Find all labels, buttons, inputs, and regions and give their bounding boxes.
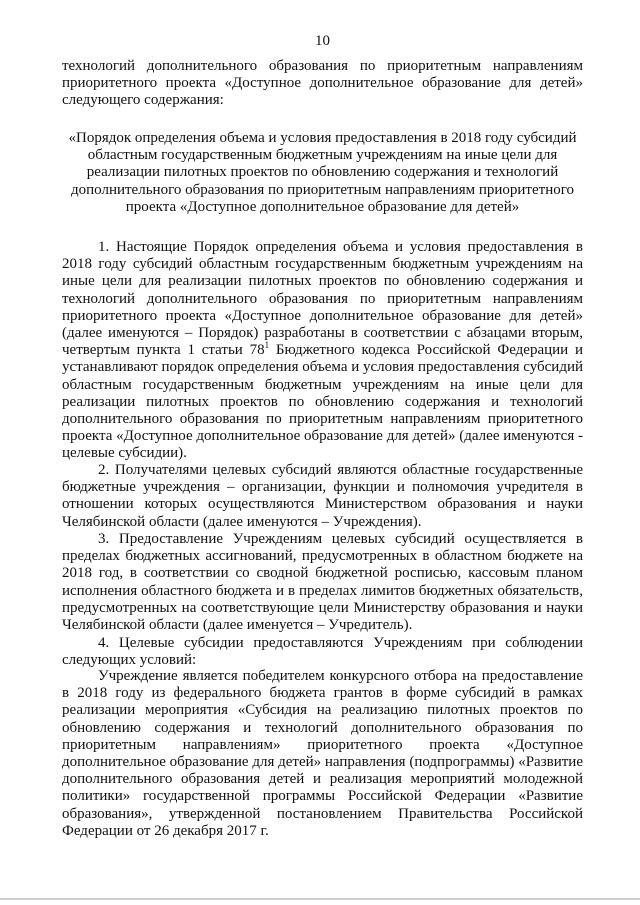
- paragraph-3: 3. Предоставление Учреждениям целевых субсидий осуществляется в пределах бюджетных ассигнований, предусмотренных в областном бюджете на 2018 год, в соответствии со сводной бюджетной росписью, кассовым планом исполнения областного бюджета и в пределах лимитов бюджетных обязательств, предусмотренных на соответствующие цели Министерству образования и науки Челябинской области (далее именуется – Учредитель).: [62, 531, 583, 634]
- paragraph-5: Учреждение является победителем конкурсного отбора на предоставление в 2018 году из федерального бюджета грантов в форме субсидий в рамках реализации мероприятия «Субсидия на реализацию пилотных проектов по обновлению содержания и технологий дополнительного образования по приоритетным направлениям» приоритетного проекта «Доступное дополнительное образование для детей» направления (подпрограммы) «Развитие дополнительного образования детей и реализация мероприятий молодежной политики» государственной программы Российской Федерации «Развитие образования», утвержденной постановлением Правительства Российской Федерации от 26 декабря 2017 г.: [62, 668, 583, 839]
- page-bottom-edge: [0, 898, 640, 900]
- paragraph-1-text-start: 1. Настоящие Порядок определения объема и условия предоставления в 2018 году субсидий областным государственным бюджетным учреждениям на иные цели для реализации пилотных проектов по обновлению содержания и технологий дополнительного образования по приоритетным направлениям приоритетного проекта «Доступное дополнительное образование для детей» (далее именуются – Порядок) разработаны в соответствии с абзацами вторым, четвертым пункта 1 статьи 78: [62, 239, 583, 359]
- intro-paragraph: технологий дополнительного образования по приоритетным направлениям приоритетного проекта «Доступное дополнительное образование для детей» следующего содержания:: [62, 58, 583, 109]
- section-title: «Порядок определения объема и условия предоставления в 2018 году субсидий областным государственным бюджетным учреждениям на иные цели для реализации пилотных проектов по обновлению содержания и технологий дополнительного образования по приоритетным направлениям приоритетного проекта «Доступное дополнительное образование для детей»: [68, 130, 577, 215]
- paragraph-1: [62, 239, 583, 463]
- paragraph-1-text-end: Бюджетного кодекса Российской Федерации и устанавливают порядок определения объема и условия предоставления субсидий областным государственным бюджетным учреждениям на иные цели для реализации пилотных проектов по обновлению содержания и технологий дополнительного образования по приоритетным направлениям приоритетного проекта «Доступное дополнительное образование для детей» (далее именуются - целевые субсидии).: [62, 342, 583, 462]
- paragraph-4: 4. Целевые субсидии предоставляются Учреждениям при соблюдении следующих условий:: [62, 635, 583, 669]
- paragraph-2: 2. Получателями целевых субсидий являются областные государственные бюджетные учреждения – организации, функции и полномочия учредителя в отношении которых осуществляются Министерством образования и науки Челябинской области (далее именуются – Учреждения).: [62, 462, 583, 530]
- paragraph-1-superscript: 1: [264, 340, 270, 351]
- page-number: 10: [315, 33, 330, 49]
